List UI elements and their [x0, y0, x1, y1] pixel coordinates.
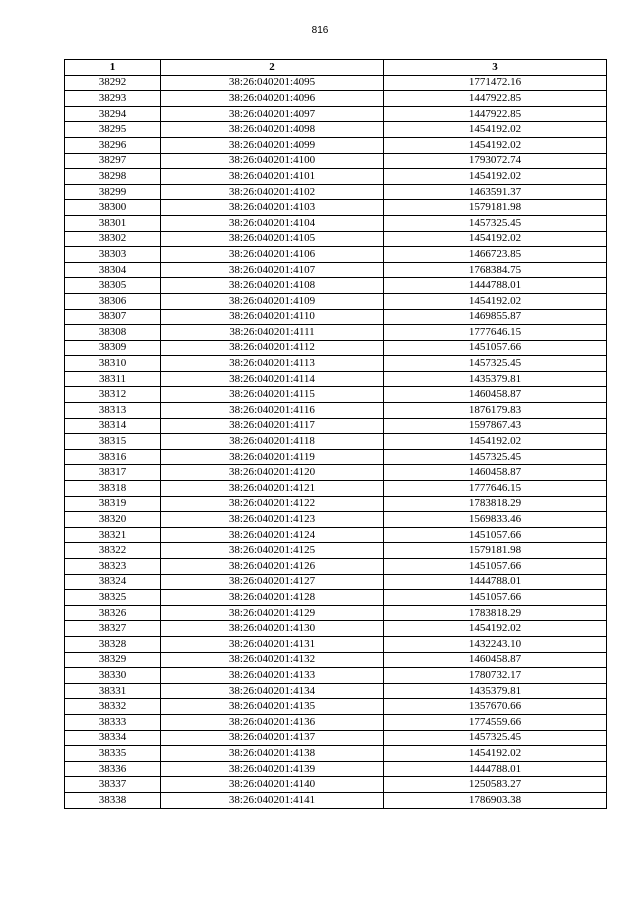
- table-row: [65, 434, 607, 450]
- value-cell: 1435379.81: [384, 683, 607, 699]
- table-row: [65, 356, 607, 372]
- cadastral-number-cell: 38:26:040201:4100: [161, 153, 384, 169]
- value-cell: 1250583.27: [384, 777, 607, 793]
- value-cell: 1777646.15: [384, 481, 607, 497]
- table-row: [65, 512, 607, 528]
- table-row: [65, 668, 607, 684]
- row-number-cell: 38303: [65, 247, 161, 263]
- value-cell: 1457325.45: [384, 215, 607, 231]
- row-number-cell: 38332: [65, 699, 161, 715]
- cadastral-number-cell: 38:26:040201:4136: [161, 714, 384, 730]
- value-cell: 1444788.01: [384, 574, 607, 590]
- value-cell: 1454192.02: [384, 293, 607, 309]
- row-number-cell: 38310: [65, 356, 161, 372]
- row-number-cell: 38299: [65, 184, 161, 200]
- row-number-cell: 38329: [65, 652, 161, 668]
- row-number-cell: 38295: [65, 122, 161, 138]
- row-number-cell: 38331: [65, 683, 161, 699]
- row-number-cell: 38297: [65, 153, 161, 169]
- table-row: [65, 699, 607, 715]
- table-row: [65, 153, 607, 169]
- row-number-cell: 38305: [65, 278, 161, 294]
- column-header-1: 1: [65, 60, 161, 76]
- table-row: [65, 91, 607, 107]
- row-number-cell: 38313: [65, 403, 161, 419]
- value-cell: 1783818.29: [384, 496, 607, 512]
- table-row: [65, 746, 607, 762]
- cadastral-number-cell: 38:26:040201:4124: [161, 527, 384, 543]
- cadastral-number-cell: 38:26:040201:4101: [161, 169, 384, 185]
- cadastral-number-cell: 38:26:040201:4095: [161, 75, 384, 91]
- value-cell: 1444788.01: [384, 761, 607, 777]
- value-cell: 1876179.83: [384, 403, 607, 419]
- value-cell: 1463591.37: [384, 184, 607, 200]
- value-cell: 1357670.66: [384, 699, 607, 715]
- table-row: [65, 621, 607, 637]
- row-number-cell: 38301: [65, 215, 161, 231]
- cadastral-number-cell: 38:26:040201:4134: [161, 683, 384, 699]
- cadastral-number-cell: 38:26:040201:4117: [161, 418, 384, 434]
- value-cell: 1454192.02: [384, 434, 607, 450]
- row-number-cell: 38334: [65, 730, 161, 746]
- table-row: [65, 371, 607, 387]
- table-row: [65, 574, 607, 590]
- cadastral-number-cell: 38:26:040201:4135: [161, 699, 384, 715]
- value-cell: 1460458.87: [384, 652, 607, 668]
- cadastral-number-cell: 38:26:040201:4108: [161, 278, 384, 294]
- row-number-cell: 38319: [65, 496, 161, 512]
- row-number-cell: 38309: [65, 340, 161, 356]
- row-number-cell: 38338: [65, 792, 161, 808]
- value-cell: 1451057.66: [384, 340, 607, 356]
- row-number-cell: 38325: [65, 590, 161, 606]
- row-number-cell: 38298: [65, 169, 161, 185]
- cadastral-number-cell: 38:26:040201:4110: [161, 309, 384, 325]
- cadastral-number-cell: 38:26:040201:4127: [161, 574, 384, 590]
- table-row: [65, 777, 607, 793]
- value-cell: 1780732.17: [384, 668, 607, 684]
- value-cell: 1454192.02: [384, 169, 607, 185]
- cadastral-number-cell: 38:26:040201:4105: [161, 231, 384, 247]
- row-number-cell: 38318: [65, 481, 161, 497]
- page-number: 816: [311, 25, 329, 36]
- value-cell: 1444788.01: [384, 278, 607, 294]
- row-number-cell: 38312: [65, 387, 161, 403]
- value-cell: 1451057.66: [384, 527, 607, 543]
- table-row: [65, 231, 607, 247]
- row-number-cell: 38314: [65, 418, 161, 434]
- value-cell: 1457325.45: [384, 356, 607, 372]
- table-row: [65, 325, 607, 341]
- table-row: [65, 278, 607, 294]
- row-number-cell: 38315: [65, 434, 161, 450]
- table-row: [65, 481, 607, 497]
- cadastral-number-cell: 38:26:040201:4111: [161, 325, 384, 341]
- cadastral-number-cell: 38:26:040201:4112: [161, 340, 384, 356]
- row-number-cell: 38330: [65, 668, 161, 684]
- cadastral-number-cell: 38:26:040201:4125: [161, 543, 384, 559]
- value-cell: 1454192.02: [384, 137, 607, 153]
- cadastral-number-cell: 38:26:040201:4107: [161, 262, 384, 278]
- table-row: [65, 465, 607, 481]
- cadastral-number-cell: 38:26:040201:4140: [161, 777, 384, 793]
- row-number-cell: 38296: [65, 137, 161, 153]
- table-row: [65, 215, 607, 231]
- table-row: [65, 496, 607, 512]
- table-row: [65, 122, 607, 138]
- table-row: [65, 590, 607, 606]
- value-cell: 1466723.85: [384, 247, 607, 263]
- cadastral-number-cell: 38:26:040201:4099: [161, 137, 384, 153]
- table-row: [65, 262, 607, 278]
- cadastral-number-cell: 38:26:040201:4096: [161, 91, 384, 107]
- value-cell: 1783818.29: [384, 605, 607, 621]
- value-cell: 1447922.85: [384, 91, 607, 107]
- row-number-cell: 38328: [65, 636, 161, 652]
- value-cell: 1579181.98: [384, 543, 607, 559]
- row-number-cell: 38300: [65, 200, 161, 216]
- value-cell: 1435379.81: [384, 371, 607, 387]
- value-cell: 1786903.38: [384, 792, 607, 808]
- value-cell: 1469855.87: [384, 309, 607, 325]
- cadastral-number-cell: 38:26:040201:4121: [161, 481, 384, 497]
- table-row: [65, 449, 607, 465]
- value-cell: 1457325.45: [384, 730, 607, 746]
- table-row: [65, 543, 607, 559]
- row-number-cell: 38293: [65, 91, 161, 107]
- value-cell: 1432243.10: [384, 636, 607, 652]
- table-row: [65, 169, 607, 185]
- cadastral-number-cell: 38:26:040201:4113: [161, 356, 384, 372]
- row-number-cell: 38322: [65, 543, 161, 559]
- table-row: [65, 75, 607, 91]
- cadastral-number-cell: 38:26:040201:4123: [161, 512, 384, 528]
- table-row: [65, 403, 607, 419]
- value-cell: 1454192.02: [384, 746, 607, 762]
- table-row: [65, 137, 607, 153]
- table-row: [65, 714, 607, 730]
- value-cell: 1777646.15: [384, 325, 607, 341]
- cadastral-number-cell: 38:26:040201:4137: [161, 730, 384, 746]
- table-header-row: [65, 60, 607, 76]
- value-cell: 1451057.66: [384, 559, 607, 575]
- row-number-cell: 38326: [65, 605, 161, 621]
- cadastral-number-cell: 38:26:040201:4132: [161, 652, 384, 668]
- table-row: [65, 200, 607, 216]
- value-cell: 1793072.74: [384, 153, 607, 169]
- table-row: [65, 636, 607, 652]
- row-number-cell: 38302: [65, 231, 161, 247]
- row-number-cell: 38327: [65, 621, 161, 637]
- cadastral-number-cell: 38:26:040201:4128: [161, 590, 384, 606]
- row-number-cell: 38306: [65, 293, 161, 309]
- value-cell: 1454192.02: [384, 122, 607, 138]
- table-row: [65, 184, 607, 200]
- column-header-2: 2: [161, 60, 384, 76]
- row-number-cell: 38337: [65, 777, 161, 793]
- value-cell: 1454192.02: [384, 621, 607, 637]
- cadastral-number-cell: 38:26:040201:4120: [161, 465, 384, 481]
- table-row: [65, 559, 607, 575]
- row-number-cell: 38316: [65, 449, 161, 465]
- table-row: [65, 527, 607, 543]
- cadastral-number-cell: 38:26:040201:4116: [161, 403, 384, 419]
- cadastral-number-cell: 38:26:040201:4130: [161, 621, 384, 637]
- table-row: [65, 683, 607, 699]
- row-number-cell: 38321: [65, 527, 161, 543]
- row-number-cell: 38317: [65, 465, 161, 481]
- cadastral-number-cell: 38:26:040201:4097: [161, 106, 384, 122]
- value-cell: 1460458.87: [384, 387, 607, 403]
- row-number-cell: 38320: [65, 512, 161, 528]
- value-cell: 1447922.85: [384, 106, 607, 122]
- row-number-cell: 38324: [65, 574, 161, 590]
- value-cell: 1579181.98: [384, 200, 607, 216]
- cadastral-number-cell: 38:26:040201:4133: [161, 668, 384, 684]
- value-cell: 1457325.45: [384, 449, 607, 465]
- cadastral-number-cell: 38:26:040201:4119: [161, 449, 384, 465]
- table-row: [65, 730, 607, 746]
- cadastral-number-cell: 38:26:040201:4141: [161, 792, 384, 808]
- row-number-cell: 38336: [65, 761, 161, 777]
- value-cell: 1597867.43: [384, 418, 607, 434]
- column-header-3: 3: [384, 60, 607, 76]
- cadastral-number-cell: 38:26:040201:4103: [161, 200, 384, 216]
- value-cell: 1771472.16: [384, 75, 607, 91]
- value-cell: 1569833.46: [384, 512, 607, 528]
- cadastral-number-cell: 38:26:040201:4106: [161, 247, 384, 263]
- cadastral-number-cell: 38:26:040201:4131: [161, 636, 384, 652]
- cadastral-number-cell: 38:26:040201:4115: [161, 387, 384, 403]
- table-row: [65, 340, 607, 356]
- row-number-cell: 38335: [65, 746, 161, 762]
- value-cell: 1460458.87: [384, 465, 607, 481]
- cadastral-number-cell: 38:26:040201:4129: [161, 605, 384, 621]
- row-number-cell: 38323: [65, 559, 161, 575]
- row-number-cell: 38304: [65, 262, 161, 278]
- table-body: [65, 75, 607, 808]
- cadastral-number-cell: 38:26:040201:4118: [161, 434, 384, 450]
- cadastral-number-cell: 38:26:040201:4122: [161, 496, 384, 512]
- value-cell: 1454192.02: [384, 231, 607, 247]
- table-row: [65, 418, 607, 434]
- cadastral-number-cell: 38:26:040201:4139: [161, 761, 384, 777]
- row-number-cell: 38294: [65, 106, 161, 122]
- cadastral-number-cell: 38:26:040201:4114: [161, 371, 384, 387]
- cadastral-number-cell: 38:26:040201:4126: [161, 559, 384, 575]
- row-number-cell: 38307: [65, 309, 161, 325]
- cadastral-number-cell: 38:26:040201:4102: [161, 184, 384, 200]
- cadastral-number-cell: 38:26:040201:4098: [161, 122, 384, 138]
- table-row: [65, 652, 607, 668]
- row-number-cell: 38333: [65, 714, 161, 730]
- value-cell: 1774559.66: [384, 714, 607, 730]
- table-row: [65, 106, 607, 122]
- table-row: [65, 309, 607, 325]
- table-row: [65, 792, 607, 808]
- value-cell: 1768384.75: [384, 262, 607, 278]
- value-cell: 1451057.66: [384, 590, 607, 606]
- cadastral-number-cell: 38:26:040201:4104: [161, 215, 384, 231]
- row-number-cell: 38292: [65, 75, 161, 91]
- table-row: [65, 293, 607, 309]
- table-row: [65, 605, 607, 621]
- row-number-cell: 38308: [65, 325, 161, 341]
- table-row: [65, 761, 607, 777]
- cadastral-number-cell: 38:26:040201:4109: [161, 293, 384, 309]
- row-number-cell: 38311: [65, 371, 161, 387]
- table-row: [65, 387, 607, 403]
- cadastral-number-cell: 38:26:040201:4138: [161, 746, 384, 762]
- data-table: [64, 59, 607, 809]
- table-row: [65, 247, 607, 263]
